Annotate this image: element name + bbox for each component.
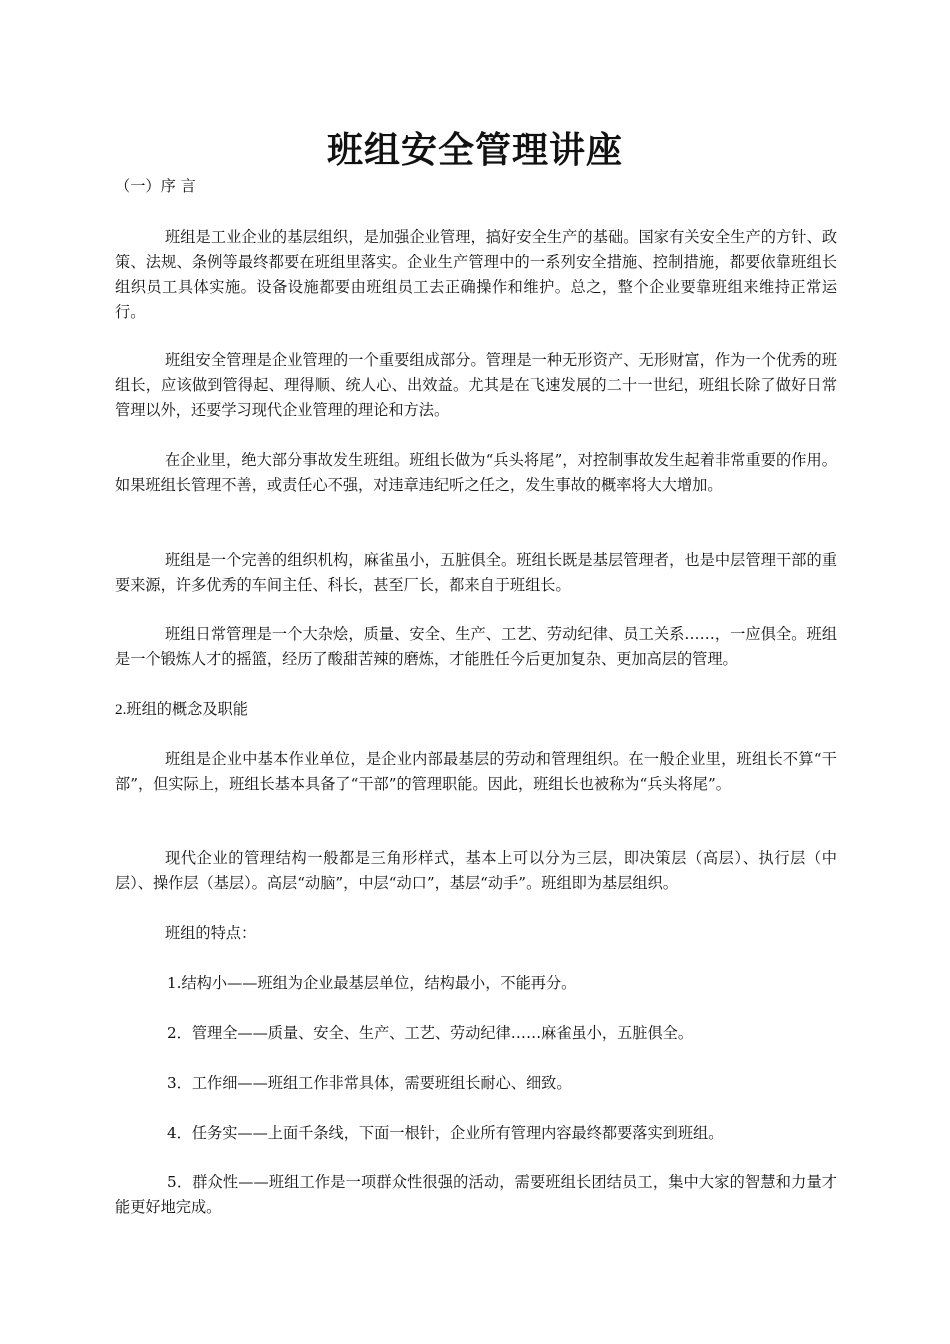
- paragraph-2: 班组安全管理是企业管理的一个重要组成部分。管理是一种无形资产、无形财富，作为一个优秀的班组长，应该做到管得起、理得顺、统人心、出效益。尤其是在飞速发展的二十一世纪，班组长除了做好日常管理以外，还要学习现代企业管理的理论和方法。: [115, 351, 837, 419]
- paragraph-4: 班组是一个完善的组织机构，麻雀虽小，五脏俱全。班组长既是基层管理者，也是中层管理干部的重要来源，许多优秀的车间主任、科长，甚至厂长，都来自于班组长。: [115, 551, 837, 594]
- feature-item-4: 4．任务实——上面千条线，下面一根针，企业所有管理内容最终都要落实到班组。: [167, 1124, 724, 1142]
- paragraph-5: 班组日常管理是一个大杂烩，质量、安全、生产、工艺、劳动纪律、员工关系……，一应俱全。班组是一个锻炼人才的摇篮，经历了酸甜苦辣的磨炼，才能胜任今后更加复杂、更加高层的管理。: [115, 625, 837, 668]
- paragraph-6: 班组是企业中基本作业单位，是企业内部最基层的劳动和管理组织。在一般企业里，班组长不算“干部”，但实际上，班组长基本具备了“干部”的管理职能。因此，班组长也被称为“兵头将尾”。: [115, 750, 837, 793]
- feature-item-3: 3．工作细——班组工作非常具体，需要班组长耐心、细致。: [167, 1074, 572, 1092]
- feature-item-2: 2．管理全——质量、安全、生产、工艺、劳动纪律……麻雀虽小，五脏俱全。: [167, 1024, 694, 1042]
- document-title: 班组安全管理讲座: [326, 130, 623, 171]
- paragraph-1: 班组是工业企业的基层组织，是加强企业管理，搞好安全生产的基础。国家有关安全生产的方针、政策、法规、条例等最终都要在班组里落实。企业生产管理中的一系列安全措施、控制措施，都要依靠班组长组织员工具体实施。设备设施都要由班组员工去正确操作和维护。总之，整个企业要靠班组来维持正常运行。: [115, 228, 837, 321]
- feature-item-1: 1.结构小——班组为企业最基层单位，结构最小，不能再分。: [167, 974, 577, 992]
- section-heading-preface: （一）序 言: [115, 177, 196, 195]
- feature-item-5: 5．群众性——班组工作是一项群众性很强的活动，需要班组长团结员工，集中大家的智慧和力量才能更好地完成。: [115, 1173, 837, 1216]
- section-heading-concept: 2.班组的概念及职能: [115, 701, 248, 718]
- features-intro: 班组的特点：: [165, 924, 257, 942]
- paragraph-7: 现代企业的管理结构一般都是三角形样式，基本上可以分为三层，即决策层（高层）、执行层（中层）、操作层（基层）。高层“动脑”，中层“动口”，基层“动手”。班组即为基层组织。: [115, 849, 837, 892]
- paragraph-3: 在企业里，绝大部分事故发生班组。班组长做为“兵头将尾”，对控制事故发生起着非常重要的作用。如果班组长管理不善，或责任心不强，对违章违纪听之任之，发生事故的概率将大大增加。: [115, 451, 837, 494]
